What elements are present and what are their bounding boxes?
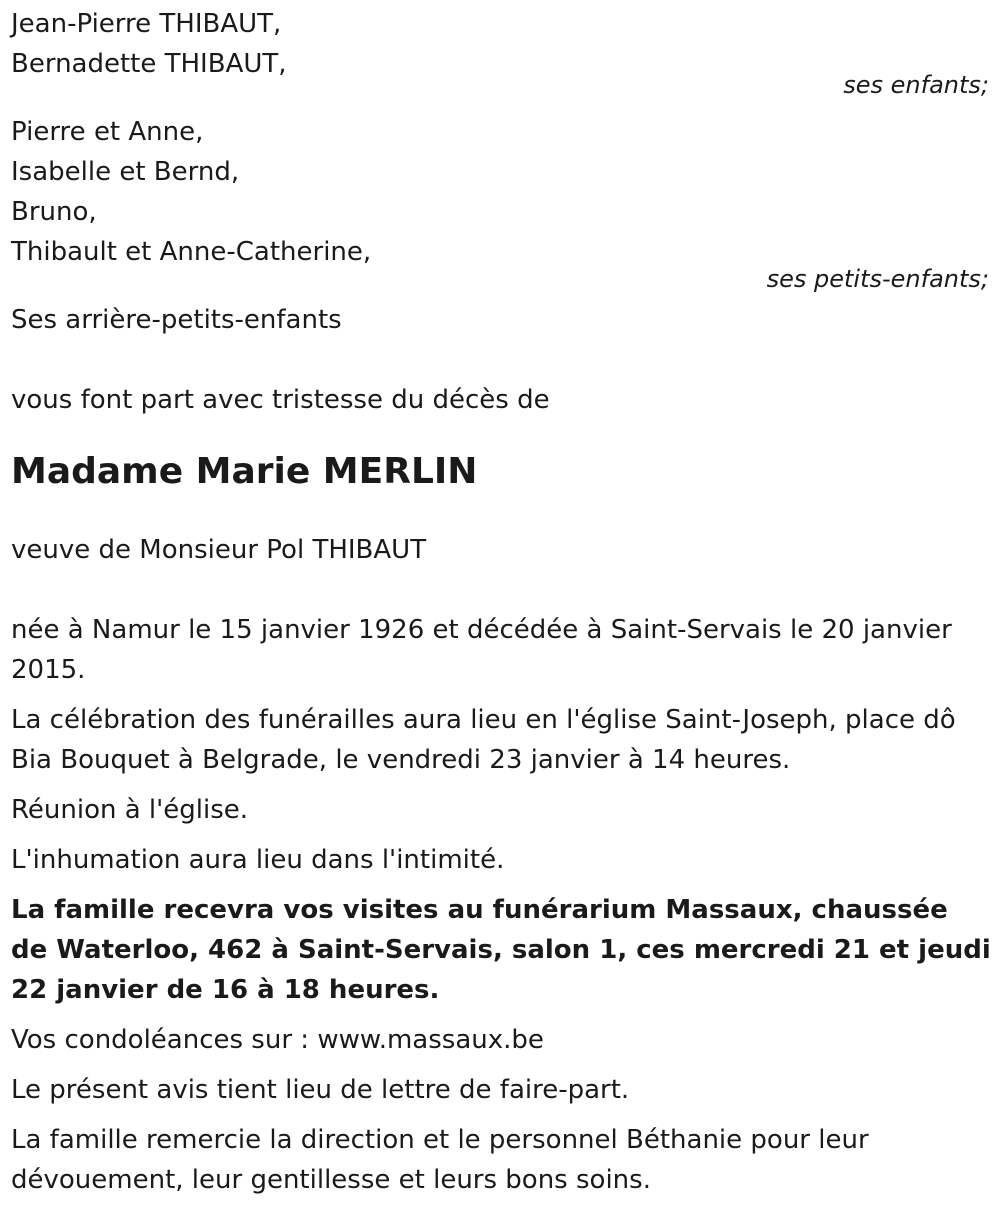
grandchildren-label: ses petits-enfants; xyxy=(766,265,989,293)
child-name: Jean-Pierre THIBAUT, xyxy=(11,9,282,39)
children-label: ses enfants; xyxy=(843,71,989,99)
grandchild-name: Bruno, xyxy=(11,197,97,227)
grandchild-name: Isabelle et Bernd, xyxy=(11,157,240,187)
announcement: vous font part avec tristesse du décès de xyxy=(11,385,550,415)
condolences-info: Vos condoléances sur : www.massaux.be xyxy=(11,1025,544,1055)
funeral-info: La célébration des funérailles aura lieu en l'église Saint-Joseph, place dô Bia Bouquet à Belgrade, le vendredi 23 janvier à 14 heures. xyxy=(11,705,956,775)
grandchild-name: Pierre et Anne, xyxy=(11,117,204,147)
obituary-notice xyxy=(11,4,991,1210)
birth-death: née à Namur le 15 janvier 1926 et décédée à Saint-Servais le 20 janvier 2015. xyxy=(11,615,952,685)
visits-info: La famille recevra vos visites au funérarium Massaux, chaussée de Waterloo, 462 à Saint-Servais, salon 1, ces mercredi 21 et jeudi 22 janvier de 16 à 18 heures. xyxy=(11,895,991,1005)
notice-info: Le présent avis tient lieu de lettre de faire-part. xyxy=(11,1075,630,1105)
deceased-name: Madame Marie MERLIN xyxy=(11,451,478,492)
thanks-info: La famille remercie la direction et le personnel Béthanie pour leur dévouement, leur gentillesse et leurs bons soins. xyxy=(11,1125,869,1195)
child-name: Bernadette THIBAUT, xyxy=(11,49,287,79)
burial-info: L'inhumation aura lieu dans l'intimité. xyxy=(11,845,505,875)
widow-of: veuve de Monsieur Pol THIBAUT xyxy=(11,535,427,565)
grandchild-name: Thibault et Anne-Catherine, xyxy=(11,237,372,267)
great-grandchildren: Ses arrière-petits-enfants xyxy=(11,305,342,335)
meeting-info: Réunion à l'église. xyxy=(11,795,249,825)
